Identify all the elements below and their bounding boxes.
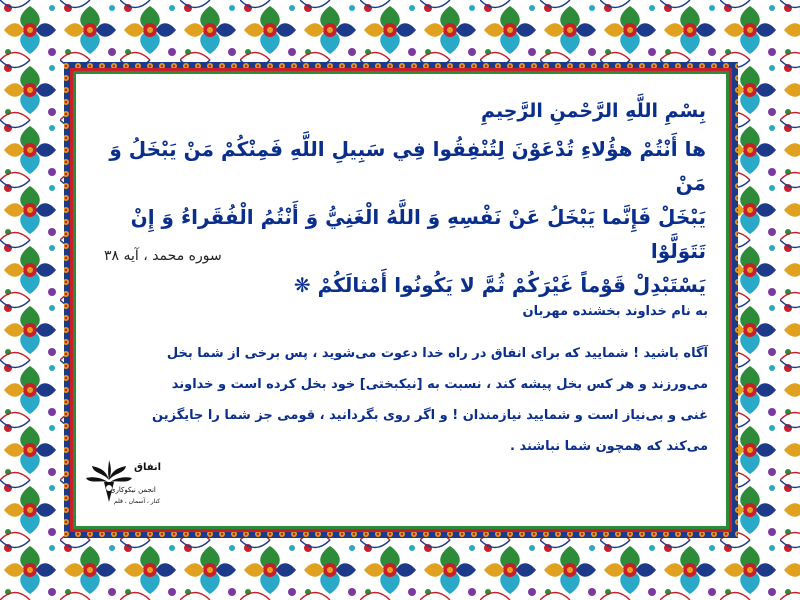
quran-verse (96, 132, 706, 302)
persian-title: به نام خداوند بخشنده مهربان (522, 304, 708, 319)
verse-line: يَبْخَلْ فَإِنَّما يَبْخَلُ عَنْ نَفْسِهِ وَ اللَّهُ الْغَنِيُّ وَ أَنْتُمُ الْفُقَراءُ وَ إِنْ تَتَوَلَّوْا (130, 205, 706, 263)
logo-name: انفاق (134, 462, 162, 473)
logo-tagline: کنار ، آسمان ، قلم (114, 498, 161, 505)
verse-line: ها أَنْتُمْ هؤُلاءِ تُدْعَوْنَ لِتُنْفِقُوا فِي سَبِيلِ اللَّهِ فَمِنْكُمْ مَنْ يَبْخَلُ وَ مَنْ (109, 137, 706, 195)
verse-line: يَسْتَبْدِلْ قَوْماً غَيْرَكُمْ ثُمَّ لا يَكُونُوا أَمْثالَكُمْ ❋ (293, 273, 706, 297)
translation-line: آگاه باشید ! شمایید که برای انفاق در راه خدا دعوت می‌شوید ، پس برخی از شما بخل (166, 346, 708, 361)
translation-line: می‌کند که همچون شما نباشند . (510, 439, 708, 454)
persian-translation (92, 338, 708, 462)
charity-logo (84, 458, 166, 520)
translation-line: غنی و بی‌نیاز است و شمایید نیازمندان ! و اگر روی بگردانید ، قومی جز شما را جایگزین (152, 408, 708, 423)
bismillah: بِسْمِ اللَّهِ الرَّحْمنِ الرَّحِيمِ (481, 100, 706, 122)
verse-reference: سوره محمد ، آیه ۳۸ (104, 248, 222, 264)
logo-subtitle: انجمن نیکوکاری (110, 486, 156, 494)
text-panel (78, 76, 724, 524)
translation-line: می‌ورزند و هر کس بخل پیشه کند ، نسبت به [نیکبختی] خود بخل کرده است و خداوند (171, 377, 708, 392)
